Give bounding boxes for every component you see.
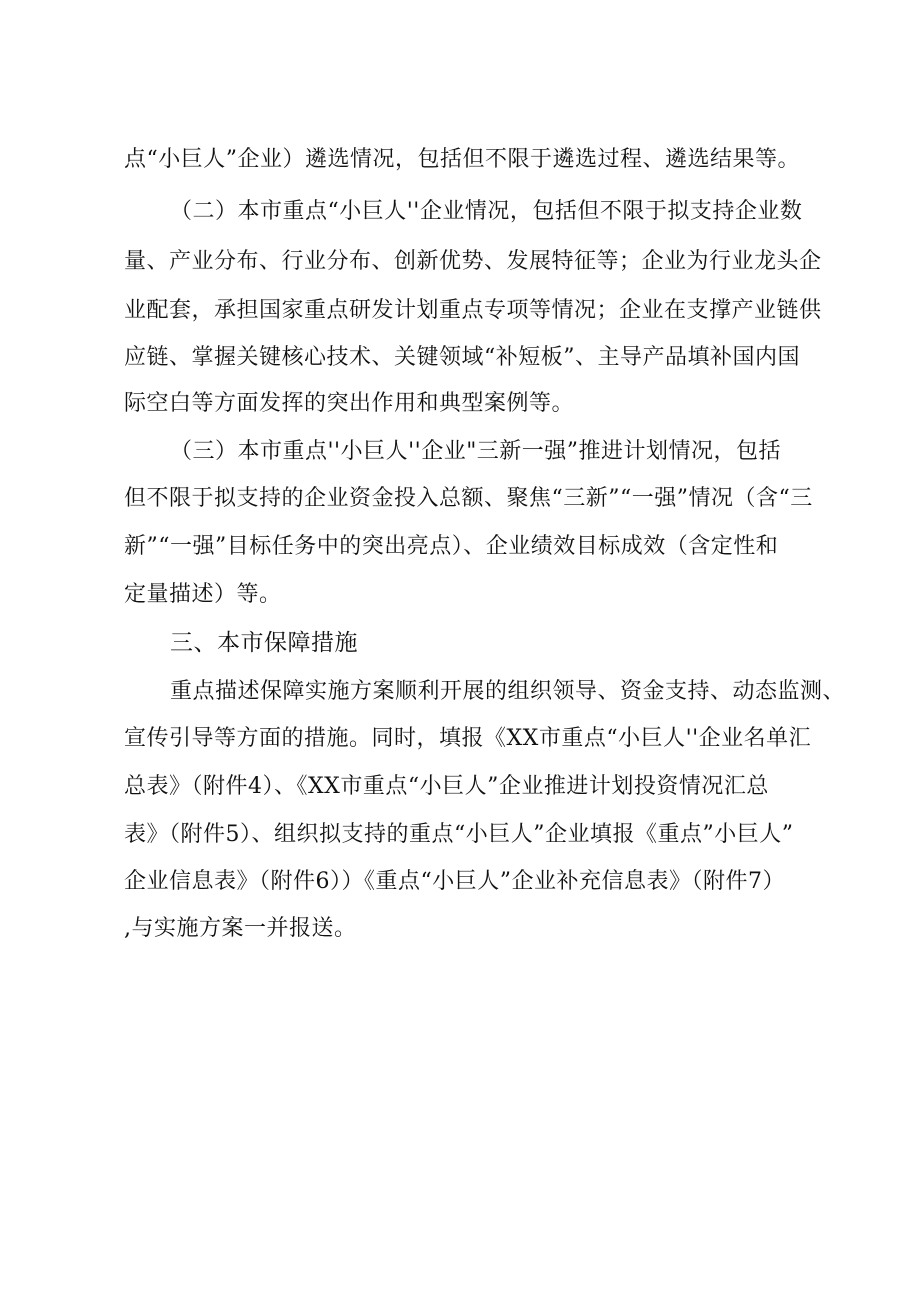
para4-line-2: 宣传引导等方面的措施。同时，填报《XX市重点“小巨人''企业名单汇 — [124, 726, 812, 751]
para1-line-1: 点“小巨人”企业）遴选情况，包括但不限于遴选过程、遴选结果等。 — [124, 147, 800, 172]
para4-line-1: 重点描述保障实施方案顺利开展的组织领导、资金支持、动态监测、 — [170, 679, 846, 704]
para4-line-5: 企业信息表》（附件6））《重点“小巨人”企业补充信息表》（附件7） — [124, 869, 785, 894]
para3-line-2: 但不限于拟支持的企业资金投入总额、聚焦“三新”“一强”情况（含“三 — [124, 486, 813, 511]
para3-line-3: 新”“一强”目标任务中的突出亮点）、企业绩效目标成效（含定性和 — [124, 534, 779, 559]
para3-line-1: （三）本市重点''小巨人''企业"三新一强”推进计划情况，包括 — [170, 439, 782, 464]
para2-line-5: 际空白等方面发挥的突出作用和典型案例等。 — [124, 391, 575, 416]
para2-line-2: 量、产业分布、行业分布、创新优势、发展特征等；企业为行业龙头企 — [124, 249, 822, 274]
para4-line-4: 表》（附件5）、组织拟支持的重点“小巨人”企业填报《重点”小巨人” — [124, 822, 794, 847]
para4-line-6: ,与实施方案一并报送。 — [124, 916, 357, 941]
section-heading: 三、本市保障措施 — [170, 630, 358, 656]
para3-line-4: 定量描述）等。 — [124, 582, 282, 607]
para2-line-4: 应链、掌握关键核心技术、关键领域“补短板”、主导产品填补国内国 — [124, 345, 800, 370]
para2-line-1: （二）本市重点“小巨人''企业情况，包括但不限于拟支持企业数 — [170, 199, 803, 224]
para2-line-3: 业配套，承担国家重点研发计划重点专项等情况；企业在支撑产业链供 — [124, 298, 822, 323]
para4-line-3: 总表》（附件4）、《XX市重点“小巨人”企业推进计划投资情况汇总 — [124, 774, 769, 799]
